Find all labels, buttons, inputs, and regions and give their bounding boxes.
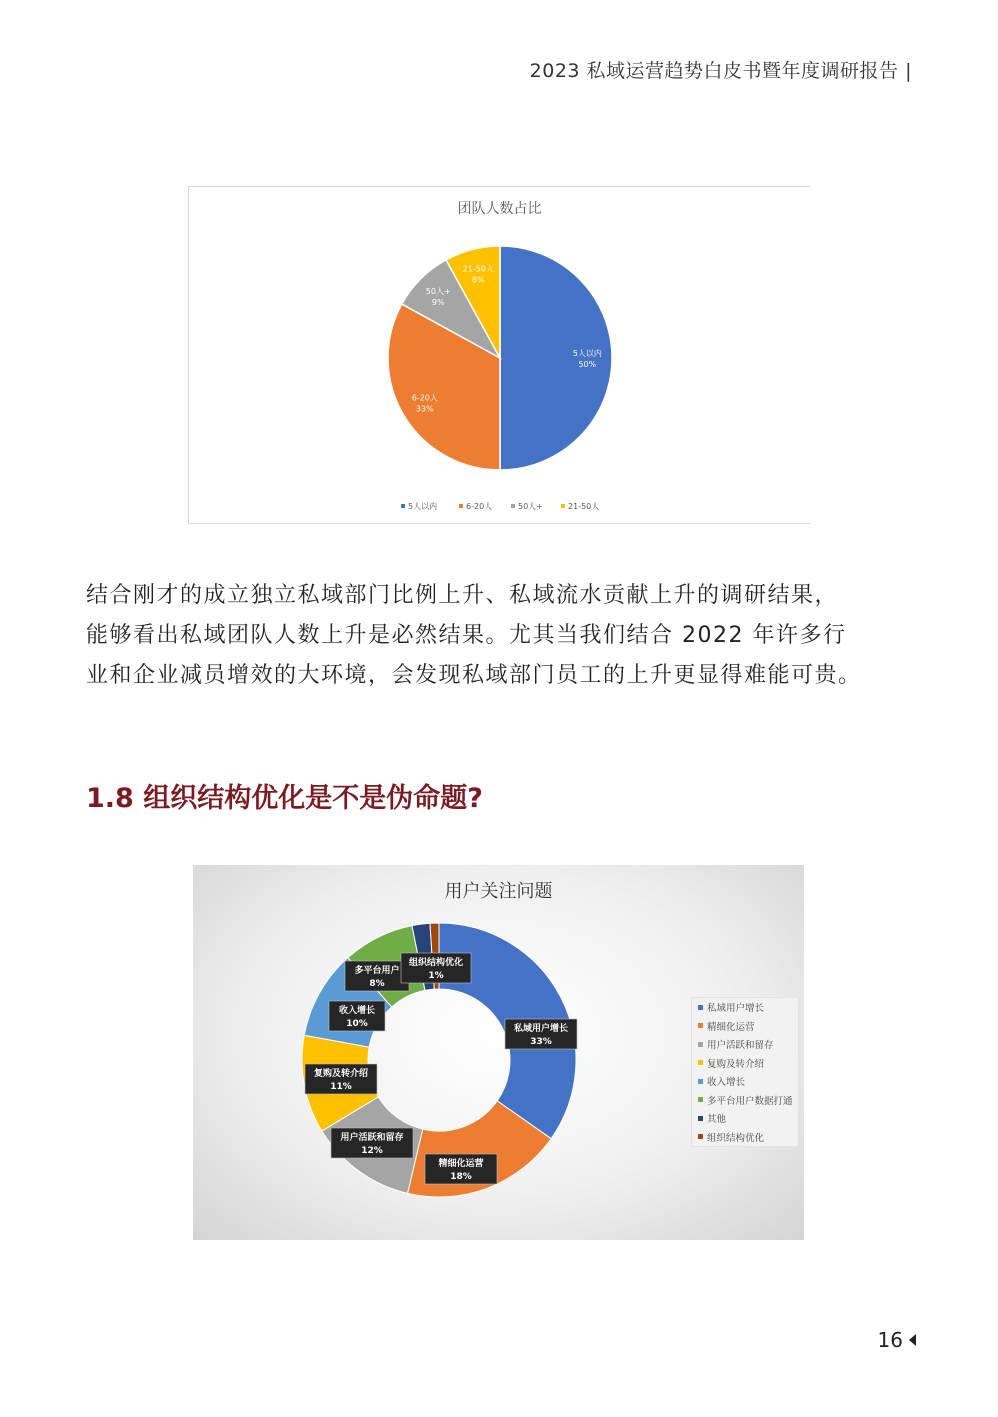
legend-swatch (511, 504, 515, 508)
legend-label: 5人以内 (408, 502, 438, 511)
legend-swatch (698, 1042, 703, 1047)
legend-swatch (698, 1005, 703, 1010)
callout-value-label: 1% (428, 971, 444, 981)
donut-legend (691, 997, 799, 1147)
legend-item (692, 1128, 798, 1147)
chart-title: 团队人数占比 (457, 201, 542, 217)
legend-swatch (459, 504, 463, 508)
legend-item (692, 1091, 798, 1110)
body-paragraph (86, 576, 916, 696)
callout-value-label: 10% (346, 1019, 368, 1029)
slice-category-label: 5人以内 (572, 349, 602, 358)
callout-category-label: 复购及转介绍 (313, 1069, 369, 1079)
legend-swatch (698, 1097, 703, 1102)
callout-value-label: 8% (369, 979, 385, 989)
callout-category-label: 精细化运营 (438, 1159, 484, 1169)
legend-label: 组织结构优化 (707, 1132, 765, 1144)
chart-title: 用户关注问题 (444, 881, 553, 902)
legend-swatch (698, 1116, 703, 1121)
callout-value-label: 12% (361, 1146, 383, 1156)
triangle-left-icon (909, 1334, 916, 1346)
legend-swatch (698, 1079, 703, 1084)
legend-label: 用户活跃和留存 (707, 1040, 774, 1052)
callout-value-label: 11% (330, 1082, 352, 1092)
callout-value-label: 33% (530, 1037, 552, 1047)
legend-label: 私域用户增长 (707, 1003, 765, 1015)
report-header: 2023 私域运营趋势白皮书暨年度调研报告 | (529, 60, 912, 82)
slice-category-label: 6-20人 (411, 393, 438, 403)
slice-category-label: 50人+ (425, 287, 451, 297)
legend-item (692, 1109, 798, 1128)
legend-label: 精细化运营 (707, 1021, 755, 1033)
legend-item (692, 1017, 798, 1036)
slice-value-label: 50% (578, 360, 597, 369)
legend-label: 50人+ (518, 502, 543, 511)
callout-category-label: 组织结构优化 (408, 958, 464, 968)
callout-category-label: 多平台用户 (354, 966, 400, 976)
legend-label: 多平台用户数据打通 (707, 1095, 793, 1107)
paragraph-line: 结合刚才的成立独立私域部门比例上升、私域流水贡献上升的调研结果， (86, 583, 839, 608)
legend-label: 21-50人 (568, 502, 600, 511)
pie-chart-svg (189, 187, 810, 523)
team-size-pie-chart (188, 186, 810, 524)
page-number (878, 1328, 916, 1352)
section-heading: 1.8 组织结构优化是不是伪命题? (86, 783, 483, 814)
legend-item (692, 1054, 798, 1073)
legend-swatch (698, 1134, 703, 1139)
slice-value-label: 9% (431, 298, 445, 308)
callout-category-label: 用户活跃和留存 (340, 1133, 404, 1143)
paragraph-line: 能够看出私域团队人数上升是必然结果。尤其当我们结合 2022 年许多行 (86, 623, 847, 648)
legend-swatch (698, 1023, 703, 1028)
legend-label: 其他 (707, 1114, 727, 1126)
legend-item (692, 1035, 798, 1054)
callout-value-label: 18% (450, 1172, 472, 1182)
slice-value-label: 33% (415, 404, 434, 414)
legend-item (692, 1072, 798, 1091)
callout-category-label: 收入增长 (338, 1006, 376, 1016)
paragraph-line: 业和企业减员增效的大环境，会发现私域部门员工的上升更显得难能可贵。 (86, 663, 862, 688)
legend-label: 收入增长 (707, 1077, 746, 1089)
legend-swatch (698, 1060, 703, 1065)
slice-category-label: 21-50人 (462, 264, 494, 274)
pie-slice (500, 246, 612, 470)
legend-label: 6-20人 (466, 502, 493, 511)
legend-label: 复购及转介绍 (707, 1058, 765, 1070)
callout-category-label: 私域用户增长 (513, 1024, 569, 1034)
user-concerns-donut-chart (193, 865, 804, 1240)
legend-item (692, 998, 798, 1017)
legend-swatch (561, 504, 565, 508)
slice-value-label: 8% (471, 275, 485, 285)
legend-swatch (401, 504, 405, 508)
page-number-text: 16 (877, 1328, 903, 1352)
